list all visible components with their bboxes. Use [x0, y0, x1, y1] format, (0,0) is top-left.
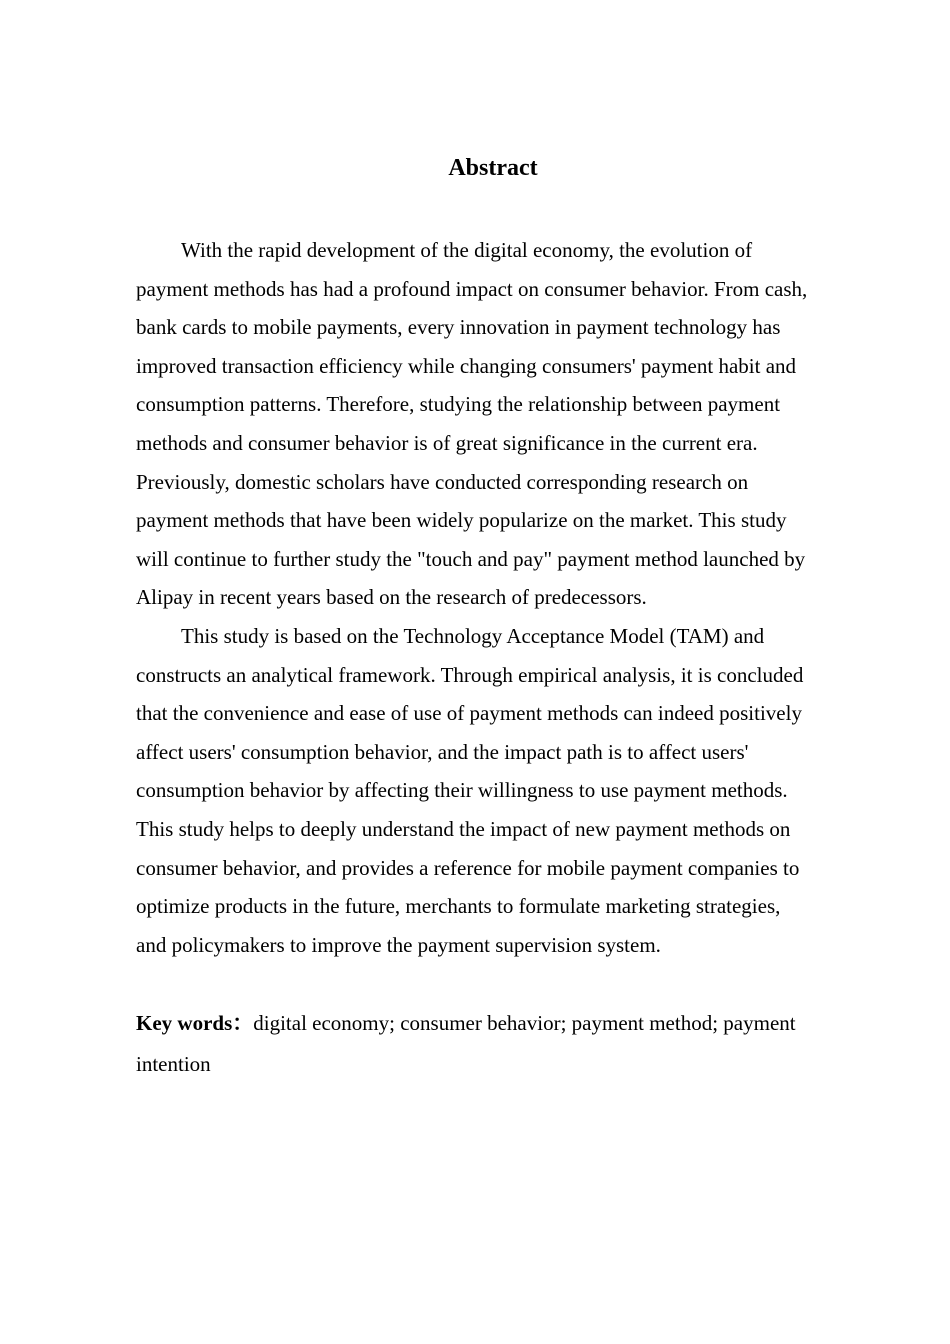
paragraph-line: This study helps to deeply understand the impact of new payment methods on	[136, 816, 791, 841]
abstract-paragraph-1	[136, 231, 856, 617]
keywords-continuation: intention	[136, 1052, 211, 1076]
paragraph-line: consumption behavior by affecting their willingness to use payment methods.	[136, 778, 788, 803]
paragraph-line: Previously, domestic scholars have conducted corresponding research on	[136, 469, 749, 494]
page-title: Abstract	[448, 155, 538, 181]
paragraph-line: payment methods that have been widely popularize on the market. This study	[136, 508, 787, 533]
paragraph-line: Alipay in recent years based on the research of predecessors.	[136, 585, 647, 610]
abstract-body	[136, 231, 856, 964]
keywords-text: digital economy; consumer behavior; payment method; payment	[253, 1011, 796, 1035]
keywords-first-line	[136, 1003, 856, 1044]
paragraph-line: constructs an analytical framework. Through empirical analysis, it is concluded	[136, 662, 804, 687]
paragraph-line: that the convenience and ease of use of payment methods can indeed positively	[136, 701, 802, 726]
paragraph-line: consumption patterns. Therefore, studying the relationship between payment	[136, 392, 781, 417]
abstract-paragraph-2	[136, 617, 856, 964]
paragraph-line: will continue to further study the "touch and pay" payment method launched by	[136, 546, 806, 571]
paragraph-line: consumer behavior, and provides a reference for mobile payment companies to	[136, 855, 800, 880]
paragraph-line: optimize products in the future, merchants to formulate marketing strategies,	[136, 894, 781, 919]
paragraph-line: payment methods has had a profound impact on consumer behavior. From cash,	[136, 276, 808, 301]
keywords-label: Key words：	[136, 1011, 254, 1035]
paragraph-line: affect users' consumption behavior, and the impact path is to affect users'	[136, 739, 749, 764]
paragraph-line: With the rapid development of the digital economy, the evolution of	[181, 238, 753, 262]
paragraph-line: and policymakers to improve the payment supervision system.	[136, 932, 661, 957]
paragraph-line: This study is based on the Technology Acceptance Model (TAM) and	[181, 623, 765, 648]
keywords-section	[136, 1003, 856, 1085]
paragraph-line: bank cards to mobile payments, every innovation in payment technology has	[136, 315, 781, 340]
paragraph-line: methods and consumer behavior is of great significance in the current era.	[136, 430, 758, 455]
paragraph-line: improved transaction efficiency while changing consumers' payment habit and	[136, 353, 797, 378]
